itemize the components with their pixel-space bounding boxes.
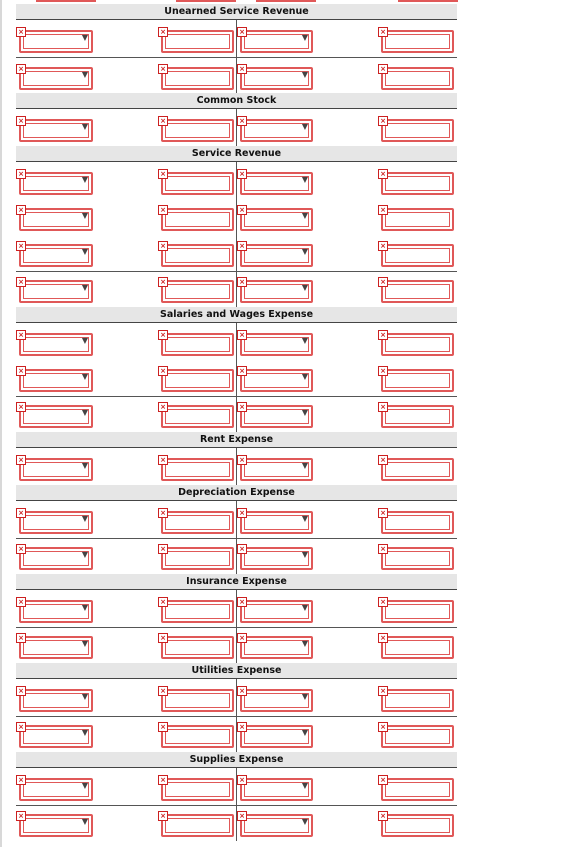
error-x-icon: × — [158, 775, 168, 785]
chevron-down-icon[interactable]: ▼ — [301, 550, 308, 559]
credit-amount-input[interactable] — [378, 811, 454, 837]
input-box[interactable] — [381, 814, 454, 837]
input-box[interactable] — [161, 689, 234, 712]
account-header-service-revenue — [16, 146, 457, 162]
entry-row — [16, 270, 457, 308]
error-x-icon: × — [158, 455, 168, 465]
error-x-icon: × — [158, 722, 168, 732]
chevron-down-icon[interactable]: ▼ — [81, 550, 88, 559]
input-box[interactable] — [381, 689, 454, 712]
debit-account-select[interactable] — [16, 597, 93, 623]
debit-account-select[interactable] — [16, 366, 93, 392]
credit-account-select[interactable] — [237, 64, 313, 90]
input-box[interactable] — [161, 778, 234, 801]
credit-account-select[interactable] — [237, 455, 313, 481]
input-box[interactable] — [381, 333, 454, 356]
error-x-icon: × — [16, 811, 26, 821]
error-x-icon: × — [16, 116, 26, 126]
debit-amount-input[interactable] — [158, 330, 234, 356]
error-x-icon: × — [378, 27, 388, 37]
chevron-down-icon[interactable]: ▼ — [81, 817, 88, 826]
chevron-down-icon[interactable]: ▼ — [301, 817, 308, 826]
error-x-icon: × — [378, 277, 388, 287]
credit-account-select[interactable] — [237, 544, 313, 570]
error-x-icon: × — [16, 686, 26, 696]
error-x-icon: × — [16, 205, 26, 215]
debit-account-select[interactable] — [16, 455, 93, 481]
entry-row — [16, 234, 457, 272]
credit-amount-input[interactable] — [378, 169, 454, 195]
error-x-icon: × — [378, 722, 388, 732]
credit-amount-input[interactable] — [378, 64, 454, 90]
input-box[interactable] — [381, 778, 454, 801]
input-box[interactable] — [161, 636, 234, 659]
credit-amount-input[interactable] — [378, 597, 454, 623]
error-x-icon: × — [237, 775, 247, 785]
chevron-down-icon[interactable]: ▼ — [81, 692, 88, 701]
error-x-icon: × — [378, 169, 388, 179]
account-title: Insurance Expense — [186, 576, 287, 587]
debit-account-select[interactable] — [16, 116, 93, 142]
chevron-down-icon[interactable]: ▼ — [301, 70, 308, 79]
error-x-icon: × — [16, 27, 26, 37]
input-box[interactable] — [381, 208, 454, 231]
debit-account-select[interactable] — [16, 544, 93, 570]
input-box[interactable] — [161, 547, 234, 570]
chevron-down-icon[interactable]: ▼ — [81, 603, 88, 612]
chevron-down-icon[interactable]: ▼ — [81, 70, 88, 79]
input-box[interactable] — [381, 369, 454, 392]
account-title: Common Stock — [196, 95, 277, 106]
error-x-icon: × — [237, 330, 247, 340]
debit-amount-input[interactable] — [158, 722, 234, 748]
cropped-field-top-mid2 — [256, 0, 316, 2]
debit-amount-input[interactable] — [158, 169, 234, 195]
debit-amount-input[interactable] — [158, 508, 234, 534]
input-box[interactable] — [381, 119, 454, 142]
chevron-down-icon[interactable]: ▼ — [301, 461, 308, 470]
input-box[interactable] — [161, 725, 234, 748]
input-box[interactable] — [161, 458, 234, 481]
debit-amount-input[interactable] — [158, 116, 234, 142]
account-header-utilities-expense — [16, 663, 457, 679]
credit-amount-input[interactable] — [378, 277, 454, 303]
credit-amount-input[interactable] — [378, 633, 454, 659]
error-x-icon: × — [378, 402, 388, 412]
error-x-icon: × — [158, 64, 168, 74]
error-x-icon: × — [158, 402, 168, 412]
error-x-icon: × — [158, 597, 168, 607]
error-x-icon: × — [378, 64, 388, 74]
credit-amount-input[interactable] — [378, 205, 454, 231]
error-x-icon: × — [16, 455, 26, 465]
t-accounts-ledger — [16, 0, 457, 847]
credit-account-select[interactable] — [237, 169, 313, 195]
error-x-icon: × — [378, 205, 388, 215]
credit-account-select[interactable] — [237, 116, 313, 142]
credit-amount-input[interactable] — [378, 27, 454, 53]
credit-account-select[interactable] — [237, 205, 313, 231]
error-x-icon: × — [16, 366, 26, 376]
error-x-icon: × — [378, 455, 388, 465]
error-x-icon: × — [378, 241, 388, 251]
error-x-icon: × — [237, 277, 247, 287]
error-x-icon: × — [16, 597, 26, 607]
error-x-icon: × — [16, 402, 26, 412]
chevron-down-icon[interactable]: ▼ — [81, 639, 88, 648]
credit-amount-input[interactable] — [378, 775, 454, 801]
error-x-icon: × — [158, 633, 168, 643]
entry-row — [16, 501, 457, 539]
input-box[interactable] — [381, 244, 454, 267]
error-x-icon: × — [237, 722, 247, 732]
error-x-icon: × — [16, 633, 26, 643]
cropped-field-top-right — [398, 0, 458, 2]
chevron-down-icon[interactable]: ▼ — [81, 211, 88, 220]
chevron-down-icon[interactable]: ▼ — [301, 692, 308, 701]
entry-row — [16, 20, 457, 58]
input-box[interactable] — [381, 547, 454, 570]
entry-row — [16, 804, 457, 841]
error-x-icon: × — [378, 508, 388, 518]
credit-account-select[interactable] — [237, 277, 313, 303]
error-x-icon: × — [16, 722, 26, 732]
debit-account-select[interactable] — [16, 686, 93, 712]
debit-amount-input[interactable] — [158, 366, 234, 392]
entry-row — [16, 198, 457, 235]
chevron-down-icon[interactable]: ▼ — [81, 781, 88, 790]
debit-account-select[interactable] — [16, 508, 93, 534]
account-title: Unearned Service Revenue — [164, 6, 309, 17]
chevron-down-icon[interactable]: ▼ — [301, 336, 308, 345]
account-header-insurance-expense — [16, 574, 457, 590]
debit-amount-input[interactable] — [158, 544, 234, 570]
credit-amount-input[interactable] — [378, 330, 454, 356]
input-box[interactable] — [161, 30, 234, 53]
error-x-icon: × — [158, 27, 168, 37]
entry-row — [16, 395, 457, 433]
input-box[interactable] — [161, 369, 234, 392]
debit-account-select[interactable] — [16, 277, 93, 303]
credit-amount-input[interactable] — [378, 402, 454, 428]
input-box[interactable] — [161, 67, 234, 90]
chevron-down-icon[interactable]: ▼ — [81, 408, 88, 417]
debit-account-select[interactable] — [16, 633, 93, 659]
error-x-icon: × — [237, 27, 247, 37]
debit-account-select[interactable] — [16, 811, 93, 837]
credit-account-select[interactable] — [237, 330, 313, 356]
error-x-icon: × — [378, 633, 388, 643]
error-x-icon: × — [158, 169, 168, 179]
error-x-icon: × — [237, 508, 247, 518]
debit-account-select[interactable] — [16, 241, 93, 267]
error-x-icon: × — [158, 366, 168, 376]
chevron-down-icon[interactable]: ▼ — [81, 283, 88, 292]
error-x-icon: × — [16, 544, 26, 554]
account-title: Depreciation Expense — [178, 487, 295, 498]
credit-account-select[interactable] — [237, 686, 313, 712]
input-box[interactable] — [381, 30, 454, 53]
account-header-salaries-and-wages-expense — [16, 307, 457, 323]
debit-account-select[interactable] — [16, 402, 93, 428]
input-box[interactable] — [161, 119, 234, 142]
chevron-down-icon[interactable]: ▼ — [301, 247, 308, 256]
error-x-icon: × — [158, 116, 168, 126]
chevron-down-icon[interactable]: ▼ — [81, 247, 88, 256]
error-x-icon: × — [378, 366, 388, 376]
error-x-icon: × — [158, 544, 168, 554]
account-header-rent-expense — [16, 432, 457, 448]
debit-amount-input[interactable] — [158, 455, 234, 481]
error-x-icon: × — [237, 402, 247, 412]
entry-row — [16, 109, 457, 147]
debit-amount-input[interactable] — [158, 597, 234, 623]
debit-amount-input[interactable] — [158, 27, 234, 53]
chevron-down-icon[interactable]: ▼ — [81, 175, 88, 184]
input-box[interactable] — [161, 405, 234, 428]
account-header-unearned-service-revenue — [16, 4, 457, 20]
error-x-icon: × — [378, 775, 388, 785]
input-box[interactable] — [161, 244, 234, 267]
debit-amount-input[interactable] — [158, 811, 234, 837]
credit-account-select[interactable] — [237, 366, 313, 392]
credit-account-select[interactable] — [237, 722, 313, 748]
chevron-down-icon[interactable]: ▼ — [301, 728, 308, 737]
chevron-down-icon[interactable]: ▼ — [301, 603, 308, 612]
account-title: Utilities Expense — [191, 665, 282, 676]
input-box[interactable] — [381, 172, 454, 195]
account-title: Service Revenue — [191, 148, 282, 159]
chevron-down-icon[interactable]: ▼ — [81, 372, 88, 381]
chevron-down-icon[interactable]: ▼ — [301, 372, 308, 381]
input-box[interactable] — [381, 725, 454, 748]
chevron-down-icon[interactable]: ▼ — [301, 211, 308, 220]
error-x-icon: × — [237, 597, 247, 607]
input-box[interactable] — [161, 280, 234, 303]
debit-amount-input[interactable] — [158, 775, 234, 801]
account-header-supplies-expense — [16, 752, 457, 768]
entry-row — [16, 448, 457, 486]
error-x-icon: × — [16, 775, 26, 785]
debit-account-select[interactable] — [16, 205, 93, 231]
chevron-down-icon[interactable]: ▼ — [301, 514, 308, 523]
error-x-icon: × — [237, 64, 247, 74]
chevron-down-icon[interactable]: ▼ — [81, 122, 88, 131]
error-x-icon: × — [237, 366, 247, 376]
error-x-icon: × — [158, 811, 168, 821]
entry-row — [16, 323, 457, 360]
chevron-down-icon[interactable]: ▼ — [81, 33, 88, 42]
account-header-common-stock — [16, 93, 457, 109]
chevron-down-icon[interactable]: ▼ — [301, 639, 308, 648]
error-x-icon: × — [158, 241, 168, 251]
error-x-icon: × — [378, 597, 388, 607]
credit-amount-input[interactable] — [378, 722, 454, 748]
chevron-down-icon[interactable]: ▼ — [81, 336, 88, 345]
credit-amount-input[interactable] — [378, 366, 454, 392]
credit-amount-input[interactable] — [378, 241, 454, 267]
debit-account-select[interactable] — [16, 775, 93, 801]
input-box[interactable] — [381, 636, 454, 659]
chevron-down-icon[interactable]: ▼ — [301, 175, 308, 184]
input-box[interactable] — [161, 600, 234, 623]
entry-row — [16, 626, 457, 664]
input-box[interactable] — [161, 172, 234, 195]
error-x-icon: × — [16, 277, 26, 287]
input-box[interactable] — [381, 280, 454, 303]
chevron-down-icon[interactable]: ▼ — [301, 781, 308, 790]
input-box[interactable] — [161, 814, 234, 837]
input-box[interactable] — [161, 333, 234, 356]
error-x-icon: × — [237, 811, 247, 821]
debit-amount-input[interactable] — [158, 633, 234, 659]
error-x-icon: × — [237, 205, 247, 215]
debit-account-select[interactable] — [16, 64, 93, 90]
debit-account-select[interactable] — [16, 169, 93, 195]
error-x-icon: × — [16, 64, 26, 74]
error-x-icon: × — [378, 330, 388, 340]
error-x-icon: × — [16, 508, 26, 518]
entry-row — [16, 715, 457, 753]
error-x-icon: × — [237, 116, 247, 126]
credit-account-select[interactable] — [237, 508, 313, 534]
error-x-icon: × — [237, 633, 247, 643]
debit-account-select[interactable] — [16, 722, 93, 748]
chevron-down-icon[interactable]: ▼ — [301, 283, 308, 292]
credit-account-select[interactable] — [237, 811, 313, 837]
credit-account-select[interactable] — [237, 241, 313, 267]
error-x-icon: × — [237, 455, 247, 465]
debit-amount-input[interactable] — [158, 277, 234, 303]
entry-row — [16, 537, 457, 575]
credit-account-select[interactable] — [237, 27, 313, 53]
chevron-down-icon[interactable]: ▼ — [301, 33, 308, 42]
error-x-icon: × — [158, 686, 168, 696]
account-title: Supplies Expense — [189, 754, 284, 765]
entry-row — [16, 162, 457, 199]
error-x-icon: × — [237, 686, 247, 696]
error-x-icon: × — [16, 330, 26, 340]
entry-row — [16, 359, 457, 397]
cropped-field-top-mid — [176, 0, 236, 2]
error-x-icon: × — [158, 330, 168, 340]
debit-amount-input[interactable] — [158, 205, 234, 231]
input-box[interactable] — [161, 208, 234, 231]
error-x-icon: × — [378, 811, 388, 821]
chevron-down-icon[interactable]: ▼ — [81, 461, 88, 470]
debit-amount-input[interactable] — [158, 686, 234, 712]
debit-amount-input[interactable] — [158, 402, 234, 428]
error-x-icon: × — [378, 686, 388, 696]
error-x-icon: × — [378, 116, 388, 126]
chevron-down-icon[interactable]: ▼ — [301, 122, 308, 131]
error-x-icon: × — [237, 241, 247, 251]
account-title: Salaries and Wages Expense — [159, 309, 314, 320]
credit-account-select[interactable] — [237, 633, 313, 659]
credit-amount-input[interactable] — [378, 455, 454, 481]
credit-account-select[interactable] — [237, 597, 313, 623]
input-box[interactable] — [381, 405, 454, 428]
error-x-icon: × — [158, 508, 168, 518]
error-x-icon: × — [237, 169, 247, 179]
chevron-down-icon[interactable]: ▼ — [81, 728, 88, 737]
error-x-icon: × — [16, 241, 26, 251]
credit-amount-input[interactable] — [378, 686, 454, 712]
credit-amount-input[interactable] — [378, 544, 454, 570]
input-box[interactable] — [381, 67, 454, 90]
cropped-field-top-left — [36, 0, 96, 2]
page-left-border — [0, 0, 2, 847]
error-x-icon: × — [237, 544, 247, 554]
account-title: Rent Expense — [199, 434, 274, 445]
entry-row — [16, 590, 457, 628]
input-box[interactable] — [161, 511, 234, 534]
debit-amount-input[interactable] — [158, 64, 234, 90]
debit-account-select[interactable] — [16, 27, 93, 53]
credit-amount-input[interactable] — [378, 508, 454, 534]
error-x-icon: × — [158, 205, 168, 215]
input-box[interactable] — [381, 600, 454, 623]
debit-amount-input[interactable] — [158, 241, 234, 267]
account-header-depreciation-expense — [16, 485, 457, 501]
chevron-down-icon[interactable]: ▼ — [301, 408, 308, 417]
credit-account-select[interactable] — [237, 402, 313, 428]
error-x-icon: × — [378, 544, 388, 554]
credit-amount-input[interactable] — [378, 116, 454, 142]
chevron-down-icon[interactable]: ▼ — [81, 514, 88, 523]
entry-row — [16, 768, 457, 806]
entry-row — [16, 57, 457, 95]
input-box[interactable] — [381, 511, 454, 534]
error-x-icon: × — [16, 169, 26, 179]
credit-account-select[interactable] — [237, 775, 313, 801]
error-x-icon: × — [158, 277, 168, 287]
entry-row — [16, 679, 457, 717]
debit-account-select[interactable] — [16, 330, 93, 356]
input-box[interactable] — [381, 458, 454, 481]
